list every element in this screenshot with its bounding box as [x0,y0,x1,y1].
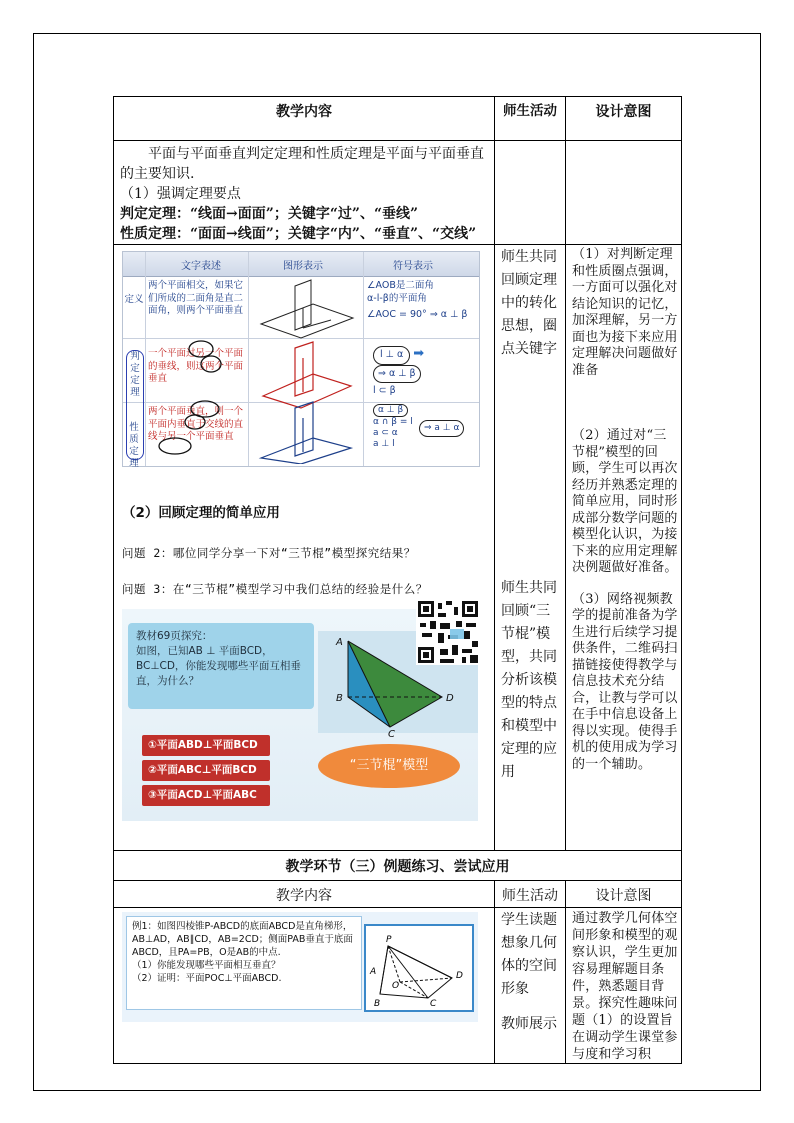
example-text: 例1：如图四棱锥P-ABCD的底面ABCD是直角梯形，AB⊥AD，AB∥CD，AB=2CD；侧面PAB垂直于底面ABCD，且PA=PB，O是AB的中点. [132,921,353,958]
row-sym-judge [373,346,473,398]
example-cell [114,908,495,1064]
point-a: A [370,967,377,977]
definition-table-image [122,251,480,467]
arrow-icon: ➡ [413,346,425,361]
intro-activity-cell [495,141,566,245]
row-text-judge: 一个平面过另一个平面的垂线，则这两个平面垂直 [148,348,244,384]
header-content: 教学内容 [114,97,495,141]
row-label-definition: 定义 [124,294,144,305]
intro-line1: 平面与平面垂直判定定理和性质定理是平面与平面垂直的主要知识. [120,146,484,182]
intent-2: （2）通过对“三节棍”模型的回顾，学生可以再次经历并熟悉定理的简单应用，同时形成部分数学问题的模型化认识，为接下来的应用定理解决例题做好准备。 [572,428,678,575]
section3-col-activity: 师生活动 [495,881,566,908]
header-intent: 设计意图 [566,97,682,141]
bubble-title: 教材69页探究： [136,630,213,642]
example-text-box [126,916,362,1010]
intent-4: 通过教学几何体空间形象和模型的观察认识，学生更加容易理解题目条件，熟悉题目背景。探究性趣味问题（1）的设置旨在调动学生课堂参与度和学习积 [572,911,678,1062]
plane-figures [251,278,361,464]
sym-circled: l ⊥ α [373,346,410,365]
definition-table-head [123,252,479,277]
example-intent-cell [566,908,682,1064]
row-text-property: 两个平面垂直，则一个平面内垂直于交线的直线与另一个平面垂直 [148,406,244,442]
intent-3: （3）网络视频教学的提前准备为学生进行后续学习提供条件，二维码扫描链接使得教学与信息技术充分结合，让教与学可以在手中信息设备上得以实现。使得手机的使用成为学习的一个辅助。 [572,591,678,772]
three-section-oval: “三节棍”模型 [318,744,460,788]
activity-review: 师生共同回顾定理中的转化思想，圈点关键字 [501,249,557,357]
question-2: 问题 2：哪位同学分享一下对“三节棍”模型探究结果？ [122,546,416,560]
sym-circled: ⇒ α ⊥ β [373,365,421,384]
handwritten-marks [145,340,249,464]
intent-1: （1）对判断定理和性质圈点强调，一方面可以强化对结论知识的记忆，加深理解，另一方面也为接下来应用定理解决问题做好准备 [572,247,678,378]
activity-teacher: 教师展示 [501,1016,557,1032]
row-label-judge: 判定定理 [126,350,144,460]
row-text-definition: 两个平面相交，如果它们所成的二面角是直二面角，则两个平面垂直 [148,280,244,316]
example-slide [122,912,478,1022]
sym-line: a ⊂ α [373,428,398,438]
sym-line: α ∩ β = l [373,417,413,427]
section3-col-content: 教学内容 [114,881,495,908]
sym-line: l ⊂ β [373,385,396,396]
section3-col-intent: 设计意图 [566,881,682,908]
head-text: 文字表述 [181,261,221,272]
point-c: C [430,999,437,1009]
activity-model: 师生共同回顾“三节棍”模型，共同分析该模型的特点和模型中定理的应用 [501,580,557,780]
activity-cell [495,245,566,851]
intro-cell [114,141,495,245]
point-b: B [374,999,381,1009]
sym-line: ∠AOC = 90° ⇒ α ⊥ β [367,309,468,320]
section3-title: 教学环节（三）例题练习、尝试应用 [114,851,682,881]
intro-line3: 判定定理：“线面→面面”；关键字“过”、“垂线” [120,206,419,222]
example-q2: （2）证明：平面POC⊥平面ABCD. [132,973,282,984]
point-b: B [336,693,343,704]
sym-line: a ⊥ l [373,439,395,449]
row-sym-property [373,404,473,450]
intro-intent-cell [566,141,682,245]
point-p: P [386,935,392,945]
point-d: D [446,693,454,704]
row-label-property: 性质定理 [129,422,139,469]
sym-line: α-l-β的平面角 [367,292,427,304]
sym-circled: ⇒ a ⊥ α [419,420,464,437]
intro-line4: 性质定理：“面面→线面”；关键字“内”、“垂直”、“交线” [120,226,477,242]
point-a: A [336,637,343,648]
row-sym-definition [367,280,477,322]
head-figure: 图形表示 [283,261,323,272]
example-q1: （1）你能发现哪些平面相互垂直？ [132,960,281,971]
explore-bubble [128,623,314,709]
example-activity-cell [495,908,566,1064]
pyramid-figure [364,924,474,1012]
point-o: O [392,981,400,991]
point-c: C [388,729,395,739]
answer-3: ③平面ACD⊥平面ABC [142,785,270,806]
qr-code-icon[interactable] [416,599,480,665]
head-symbol: 符号表示 [393,261,433,272]
lesson-table [113,96,682,1064]
header-activity: 师生活动 [495,97,566,141]
main-content-cell [114,245,495,851]
intent-cell [566,245,682,851]
bubble-text: 如图，已知AB ⊥ 平面BCD，BC⊥CD，你能发现哪些平面互相垂直，为什么？ [136,645,301,687]
sym-line: ∠AOB是二面角 [367,280,434,291]
activity-read: 学生读题想象几何体的空间形象 [501,912,557,997]
answer-2: ②平面ABC⊥平面BCD [142,760,270,781]
model-slide [122,609,478,821]
question-3: 问题 3：在“三节棍”模型学习中我们总结的经验是什么？ [122,582,428,596]
intro-line2: （1）强调定理要点 [120,186,241,202]
point-d: D [456,971,463,981]
answer-1: ①平面ABD⊥平面BCD [142,735,270,756]
sym-circled: α ⊥ β [373,404,408,417]
section2-title: （2）回顾定理的简单应用 [122,505,280,521]
